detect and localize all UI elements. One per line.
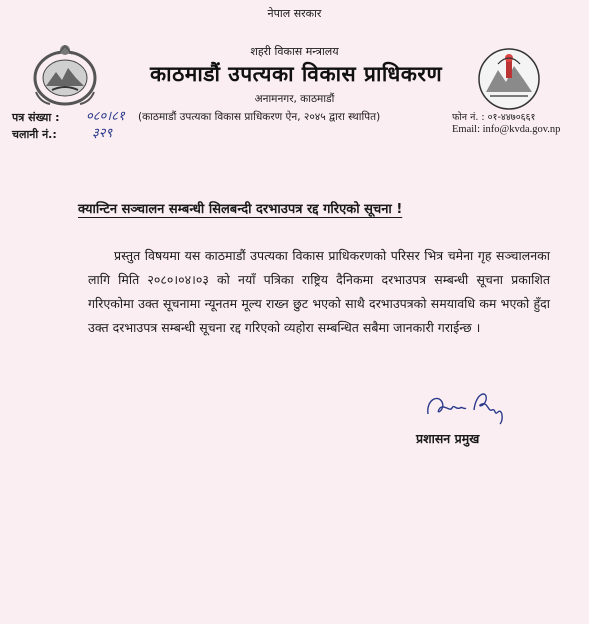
dispatch-number-label: चलानी नं.: [12,128,57,141]
government-name: नेपाल सरकार [267,7,322,20]
ministry-name: शहरी विकास मन्त्रालय [250,45,339,58]
letter-number-value: ०८०।८१ [86,109,125,124]
email-address: Email: info@kvda.gov.np [452,124,561,135]
signatory-title: प्रशासन प्रमुख [416,431,480,446]
letter-number-label: पत्र संख्या : [12,111,60,124]
phone-number: फोन नं. : ०१-४४७०६६१ [452,112,536,123]
organization-address: अनामनगर, काठमाडौं [254,93,335,105]
establishment-act: (काठमाडौं उपत्यका विकास प्राधिकरण ऐन, २०४५ द्वारा स्थापित) [138,111,381,123]
notice-subject: क्यान्टिन सञ्चालन सम्बन्धी सिलबन्दी दरभाउपत्र रद्द गरिएको सूचना ! [78,202,403,217]
organization-name: काठमाडौं उपत्यका विकास प्राधिकरण [150,62,443,86]
signature-icon [422,386,518,426]
notice-body: प्रस्तुत विषयमा यस काठमाडौं उपत्यका विकास प्राधिकरणको परिसर भित्र चमेना गृह सञ्चालनका लागि मिति २०८०।०४।०३ को नयाँ पत्रिका राष्ट्रिय दैनिकमा दरभाउपत्र सम्बन्धी सूचना प्रकाशित गरिएकोमा उक्त सूचनामा न्यूनतम मूल्य राख्न छुट भएको साथै दरभाउपत्रको समयावधि कम भएको हुँदा उक्त दरभाउपत्र सम्बन्धी सूचना रद्द गरिएको व्यहोरा सम्बन्धित सबैमा जानकारी गराईन्छ । [88,248,550,335]
dispatch-number-value: ३२९ [92,126,113,141]
